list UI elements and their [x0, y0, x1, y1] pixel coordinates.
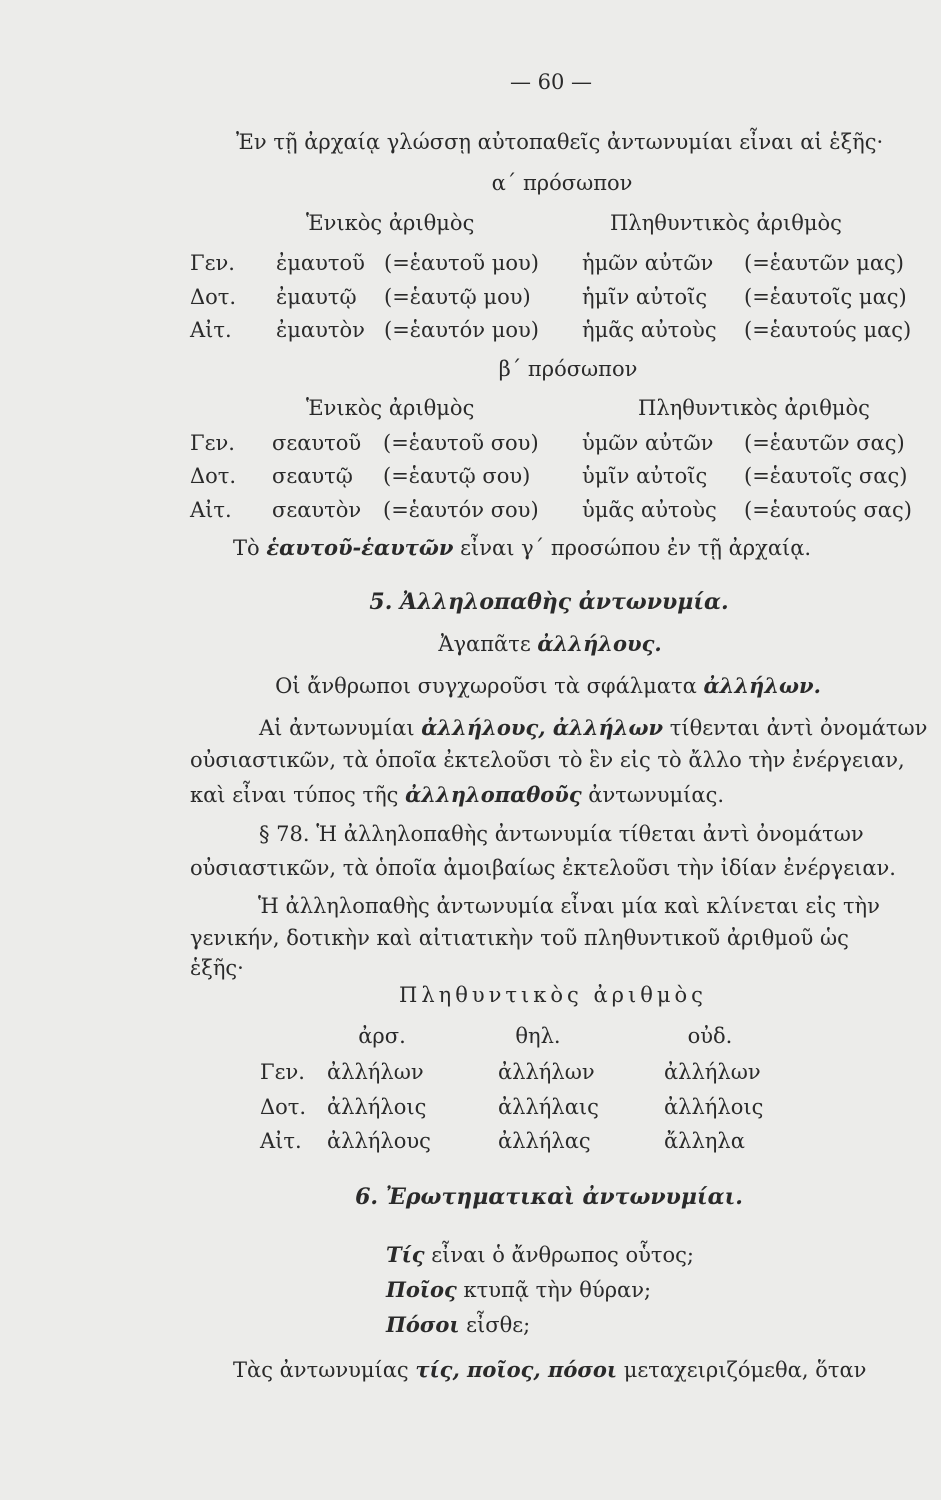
pronoun-plural: ἡμᾶς αὐτοὺς	[582, 318, 717, 342]
pronoun-equivalent: (=ἑαυτόν μου)	[384, 318, 539, 342]
case-label: Γεν.	[260, 1060, 305, 1084]
example-sentence: Ἀγαπᾶτε ἀλλήλους.	[438, 631, 662, 656]
table-cell: ἀλλήλαις	[498, 1095, 599, 1119]
pronoun-equivalent: (=ἑαυτῷ σου)	[383, 464, 531, 488]
example-sentence: Ποῖος κτυπᾷ τὴν θύραν;	[386, 1277, 652, 1302]
pronoun-equivalent: (=ἑαυτούς μας)	[744, 318, 912, 342]
table-cell: ἀλλήλων	[498, 1060, 595, 1084]
column-header: ἀρσ.	[358, 1024, 406, 1048]
pronoun-equivalent: (=ἑαυτόν σου)	[383, 498, 539, 522]
pronoun-singular: ἐμαυτῷ	[276, 285, 357, 309]
third-person-note	[233, 535, 811, 560]
pronoun-equivalent: (=ἑαυτοῦ μου)	[384, 251, 539, 275]
pronoun-singular: σεαυτὸν	[272, 498, 362, 522]
plural-header: Πληθυντικὸς ἀριθμὸς	[610, 211, 842, 235]
paragraph-line: Αἱ ἀντωνυμίαι ἀλλήλους, ἀλλήλων τίθενται ἀντὶ ὀνομάτων	[259, 715, 928, 740]
pronoun-singular: σεαυτῷ	[272, 464, 353, 488]
pronoun-plural: ὑμῖν αὐτοῖς	[582, 464, 708, 488]
paragraph-line: ἑξῆς·	[190, 956, 244, 980]
singular-header: Ἑνικὸς ἀριθμὸς	[306, 396, 475, 420]
table-cell: ἀλλήλους	[327, 1129, 431, 1153]
case-label: Αἰτ.	[190, 318, 232, 342]
paragraph-line: Ἡ ἀλληλοπαθὴς ἀντωνυμία εἶναι μία καὶ κλίνεται εἰς τὴν	[258, 894, 880, 918]
paragraph-line: Τὰς ἀντωνυμίας τίς, ποῖος, πόσοι μεταχειριζόμεθα, ὅταν	[233, 1357, 867, 1382]
pronoun-plural: ἡμῖν αὐτοῖς	[582, 285, 708, 309]
example-sentence: Τίς εἶναι ὁ ἄνθρωπος οὗτος;	[386, 1242, 694, 1267]
pronoun-plural: ἡμῶν αὐτῶν	[582, 251, 714, 275]
pronoun-singular: ἐμαυτοῦ	[276, 251, 365, 275]
first-person-heading: α΄ πρόσωπον	[491, 171, 633, 195]
pronoun-equivalent: (=ἑαυτῷ μου)	[384, 285, 531, 309]
case-label: Δοτ.	[190, 285, 237, 309]
pronoun-equivalent: (=ἑαυτοῖς μας)	[744, 285, 907, 309]
case-label: Αἰτ.	[190, 498, 232, 522]
table-cell: ἀλλήλας	[498, 1129, 591, 1153]
note-suffix: εἶναι γ΄ προσώπου ἐν τῇ ἀρχαίᾳ.	[460, 536, 812, 560]
column-header: οὐδ.	[687, 1024, 733, 1048]
pronoun-equivalent: (=ἑαυτῶν μας)	[744, 251, 904, 275]
pronoun-singular: σεαυτοῦ	[272, 431, 362, 455]
section-6-heading: 6. Ἐρωτηματικαὶ ἀντωνυμίαι.	[355, 1184, 743, 1210]
pronoun-equivalent: (=ἑαυτοῖς σας)	[744, 464, 908, 488]
note-prefix: Τὸ	[233, 536, 260, 560]
note-term: ἑαυτοῦ-ἑαυτῶν	[266, 535, 454, 560]
case-label: Δοτ.	[190, 464, 237, 488]
pronoun-equivalent: (=ἑαυτοῦ σου)	[383, 431, 539, 455]
example-sentence: Οἱ ἄνθρωποι συγχωροῦσι τὰ σφάλματα ἀλλήλων.	[275, 673, 821, 698]
table-cell: ἀλλήλων	[327, 1060, 424, 1084]
column-header: θηλ.	[515, 1024, 561, 1048]
paragraph-line: καὶ εἶναι τύπος τῆς ἀλληλοπαθοῦς ἀντωνυμίας.	[190, 782, 725, 807]
intro-text: Ἐν τῇ ἀρχαίᾳ γλώσσῃ αὐτοπαθεῖς ἀντωνυμίαι εἶναι αἱ ἑξῆς·	[236, 130, 884, 154]
singular-header: Ἑνικὸς ἀριθμὸς	[306, 211, 475, 235]
example-sentence: Πόσοι εἶσθε;	[386, 1312, 531, 1337]
paragraph-line: οὐσιαστικῶν, τὰ ὁποῖα ἐκτελοῦσι τὸ ἓν εἰς τὸ ἄλλο τὴν ἐνέργειαν,	[190, 748, 905, 772]
pronoun-plural: ὑμῶν αὐτῶν	[582, 431, 714, 455]
pronoun-equivalent: (=ἑαυτῶν σας)	[744, 431, 905, 455]
paragraph-line: § 78. Ἡ ἀλληλοπαθὴς ἀντωνυμία τίθεται ἀντὶ ὀνομάτων	[259, 822, 864, 846]
declension-table-title: Πληθυντικὸς ἀριθμὸς	[399, 983, 707, 1007]
pronoun-singular: ἐμαυτὸν	[276, 318, 365, 342]
pronoun-equivalent: (=ἑαυτούς σας)	[744, 498, 912, 522]
table-cell: ἄλληλα	[664, 1129, 745, 1153]
table-cell: ἀλλήλοις	[327, 1095, 427, 1119]
page-number: — 60 —	[509, 70, 593, 94]
case-label: Δοτ.	[260, 1095, 307, 1119]
table-cell: ἀλλήλων	[664, 1060, 761, 1084]
case-label: Γεν.	[190, 431, 235, 455]
plural-header: Πληθυντικὸς ἀριθμὸς	[638, 396, 870, 420]
table-cell: ἀλλήλοις	[664, 1095, 764, 1119]
case-label: Γεν.	[190, 251, 235, 275]
case-label: Αἰτ.	[260, 1129, 302, 1153]
paragraph-line: γενικήν, δοτικὴν καὶ αἰτιατικὴν τοῦ πληθυντικοῦ ἀριθμοῦ ὡς	[190, 926, 849, 950]
section-5-heading: 5. Ἀλληλοπαθὴς ἀντωνυμία.	[369, 589, 729, 615]
second-person-heading: β΄ πρόσωπον	[498, 357, 638, 381]
paragraph-line: οὐσιαστικῶν, τὰ ὁποῖα ἀμοιβαίως ἐκτελοῦσι τὴν ἰδίαν ἐνέργειαν.	[190, 856, 896, 880]
pronoun-plural: ὑμᾶς αὐτοὺς	[582, 498, 717, 522]
